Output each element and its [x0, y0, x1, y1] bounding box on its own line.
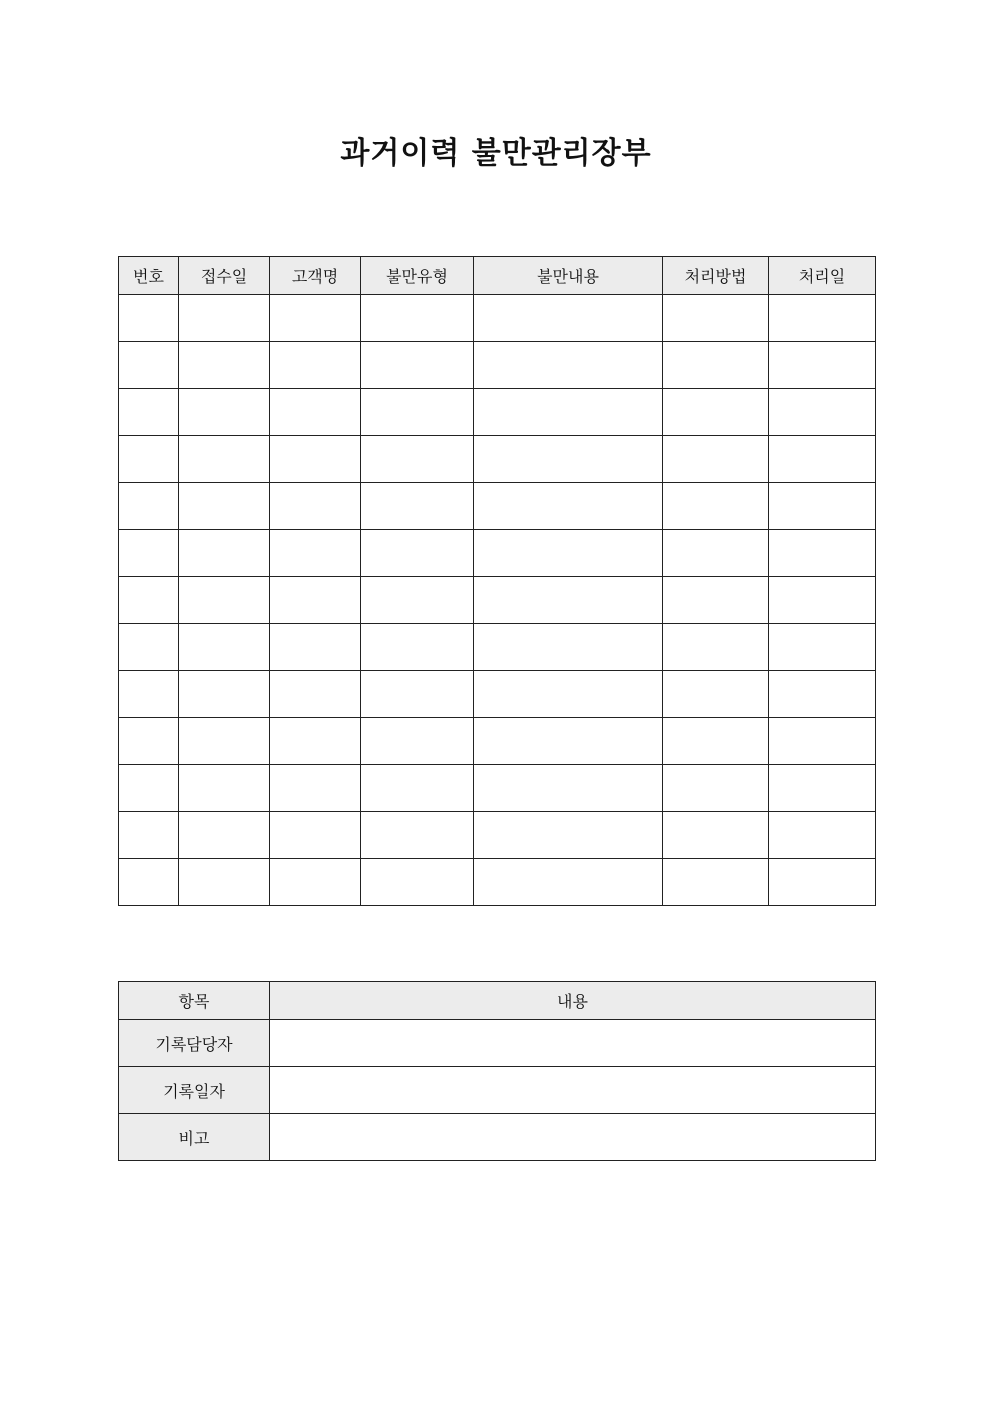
cell-handling-method[interactable] — [663, 624, 769, 671]
cell-handled-date[interactable] — [769, 671, 876, 718]
cell-customer-name[interactable] — [270, 577, 361, 624]
cell-handled-date[interactable] — [769, 295, 876, 342]
header-handled-date: 처리일 — [769, 257, 876, 295]
cell-number[interactable] — [119, 718, 179, 765]
summary-row-remarks — [119, 1114, 876, 1161]
cell-handling-method[interactable] — [663, 765, 769, 812]
cell-received-date[interactable] — [179, 483, 270, 530]
table-row — [119, 765, 876, 812]
header-complaint-type: 불만유형 — [361, 257, 474, 295]
cell-number[interactable] — [119, 295, 179, 342]
cell-received-date[interactable] — [179, 295, 270, 342]
cell-number[interactable] — [119, 671, 179, 718]
cell-handling-method[interactable] — [663, 342, 769, 389]
header-content: 내용 — [270, 982, 876, 1020]
table-row — [119, 530, 876, 577]
cell-customer-name[interactable] — [270, 671, 361, 718]
cell-complaint-type[interactable] — [361, 389, 474, 436]
cell-complaint-content[interactable] — [474, 483, 663, 530]
cell-handled-date[interactable] — [769, 436, 876, 483]
cell-customer-name[interactable] — [270, 342, 361, 389]
cell-number[interactable] — [119, 436, 179, 483]
table-row — [119, 483, 876, 530]
summary-header-row — [119, 982, 876, 1020]
summary-row-recorder — [119, 1020, 876, 1067]
cell-handling-method[interactable] — [663, 718, 769, 765]
cell-received-date[interactable] — [179, 577, 270, 624]
cell-complaint-type[interactable] — [361, 483, 474, 530]
header-number: 번호 — [119, 257, 179, 295]
cell-handled-date[interactable] — [769, 389, 876, 436]
cell-complaint-content[interactable] — [474, 436, 663, 483]
cell-handled-date[interactable] — [769, 812, 876, 859]
cell-complaint-type[interactable] — [361, 295, 474, 342]
complaint-log-table — [118, 256, 876, 906]
cell-number[interactable] — [119, 812, 179, 859]
cell-complaint-content[interactable] — [474, 342, 663, 389]
header-complaint-content: 불만내용 — [474, 257, 663, 295]
cell-customer-name[interactable] — [270, 624, 361, 671]
cell-handling-method[interactable] — [663, 436, 769, 483]
cell-complaint-content[interactable] — [474, 765, 663, 812]
cell-received-date[interactable] — [179, 342, 270, 389]
cell-complaint-type[interactable] — [361, 671, 474, 718]
cell-complaint-content[interactable] — [474, 530, 663, 577]
page-title: 과거이력 불만관리장부 — [340, 136, 652, 171]
cell-number[interactable] — [119, 577, 179, 624]
cell-number[interactable] — [119, 342, 179, 389]
table-row — [119, 624, 876, 671]
cell-number[interactable] — [119, 765, 179, 812]
table-row — [119, 436, 876, 483]
remarks-value-cell[interactable] — [270, 1114, 876, 1161]
cell-handling-method[interactable] — [663, 577, 769, 624]
cell-complaint-content[interactable] — [474, 389, 663, 436]
header-received-date: 접수일 — [179, 257, 270, 295]
cell-received-date[interactable] — [179, 765, 270, 812]
cell-complaint-type[interactable] — [361, 718, 474, 765]
cell-handled-date[interactable] — [769, 483, 876, 530]
cell-received-date[interactable] — [179, 671, 270, 718]
cell-handled-date[interactable] — [769, 342, 876, 389]
cell-complaint-type[interactable] — [361, 436, 474, 483]
cell-received-date[interactable] — [179, 859, 270, 906]
cell-complaint-content[interactable] — [474, 812, 663, 859]
cell-received-date[interactable] — [179, 436, 270, 483]
cell-handled-date[interactable] — [769, 530, 876, 577]
cell-handled-date[interactable] — [769, 718, 876, 765]
cell-complaint-type[interactable] — [361, 765, 474, 812]
cell-customer-name[interactable] — [270, 530, 361, 577]
cell-complaint-type[interactable] — [361, 342, 474, 389]
remarks-label: 비고 — [119, 1114, 270, 1161]
recorder-value-cell[interactable] — [270, 1020, 876, 1067]
cell-received-date[interactable] — [179, 530, 270, 577]
table-row — [119, 812, 876, 859]
cell-handling-method[interactable] — [663, 530, 769, 577]
recorder-label: 기록담당자 — [119, 1020, 270, 1067]
cell-customer-name[interactable] — [270, 718, 361, 765]
cell-handling-method[interactable] — [663, 859, 769, 906]
cell-handling-method[interactable] — [663, 483, 769, 530]
record-summary-table — [118, 981, 876, 1161]
table-row — [119, 342, 876, 389]
summary-row-record-date — [119, 1067, 876, 1114]
cell-complaint-type[interactable] — [361, 859, 474, 906]
cell-handled-date[interactable] — [769, 624, 876, 671]
cell-handled-date[interactable] — [769, 859, 876, 906]
cell-complaint-content[interactable] — [474, 671, 663, 718]
cell-complaint-type[interactable] — [361, 812, 474, 859]
cell-complaint-type[interactable] — [361, 624, 474, 671]
cell-customer-name[interactable] — [270, 389, 361, 436]
cell-handling-method[interactable] — [663, 671, 769, 718]
cell-number[interactable] — [119, 859, 179, 906]
cell-complaint-content[interactable] — [474, 859, 663, 906]
cell-received-date[interactable] — [179, 812, 270, 859]
cell-number[interactable] — [119, 483, 179, 530]
cell-handling-method[interactable] — [663, 295, 769, 342]
cell-received-date[interactable] — [179, 389, 270, 436]
table-row — [119, 671, 876, 718]
cell-customer-name[interactable] — [270, 483, 361, 530]
cell-received-date[interactable] — [179, 624, 270, 671]
cell-complaint-type[interactable] — [361, 577, 474, 624]
cell-handled-date[interactable] — [769, 577, 876, 624]
header-item: 항목 — [119, 982, 270, 1020]
cell-customer-name[interactable] — [270, 436, 361, 483]
cell-complaint-type[interactable] — [361, 530, 474, 577]
log-table-body — [119, 295, 876, 906]
table-row — [119, 577, 876, 624]
cell-customer-name[interactable] — [270, 295, 361, 342]
record-date-label: 기록일자 — [119, 1067, 270, 1114]
cell-complaint-content[interactable] — [474, 718, 663, 765]
cell-complaint-content[interactable] — [474, 624, 663, 671]
header-row — [119, 257, 876, 295]
cell-handling-method[interactable] — [663, 812, 769, 859]
cell-number[interactable] — [119, 624, 179, 671]
cell-customer-name[interactable] — [270, 859, 361, 906]
cell-complaint-content[interactable] — [474, 577, 663, 624]
cell-received-date[interactable] — [179, 718, 270, 765]
cell-customer-name[interactable] — [270, 812, 361, 859]
table-row — [119, 295, 876, 342]
cell-handled-date[interactable] — [769, 765, 876, 812]
cell-customer-name[interactable] — [270, 765, 361, 812]
header-customer-name: 고객명 — [270, 257, 361, 295]
table-row — [119, 718, 876, 765]
table-row — [119, 859, 876, 906]
cell-number[interactable] — [119, 530, 179, 577]
cell-handling-method[interactable] — [663, 389, 769, 436]
record-date-value-cell[interactable] — [270, 1067, 876, 1114]
header-handling-method: 처리방법 — [663, 257, 769, 295]
cell-number[interactable] — [119, 389, 179, 436]
table-row — [119, 389, 876, 436]
cell-complaint-content[interactable] — [474, 295, 663, 342]
